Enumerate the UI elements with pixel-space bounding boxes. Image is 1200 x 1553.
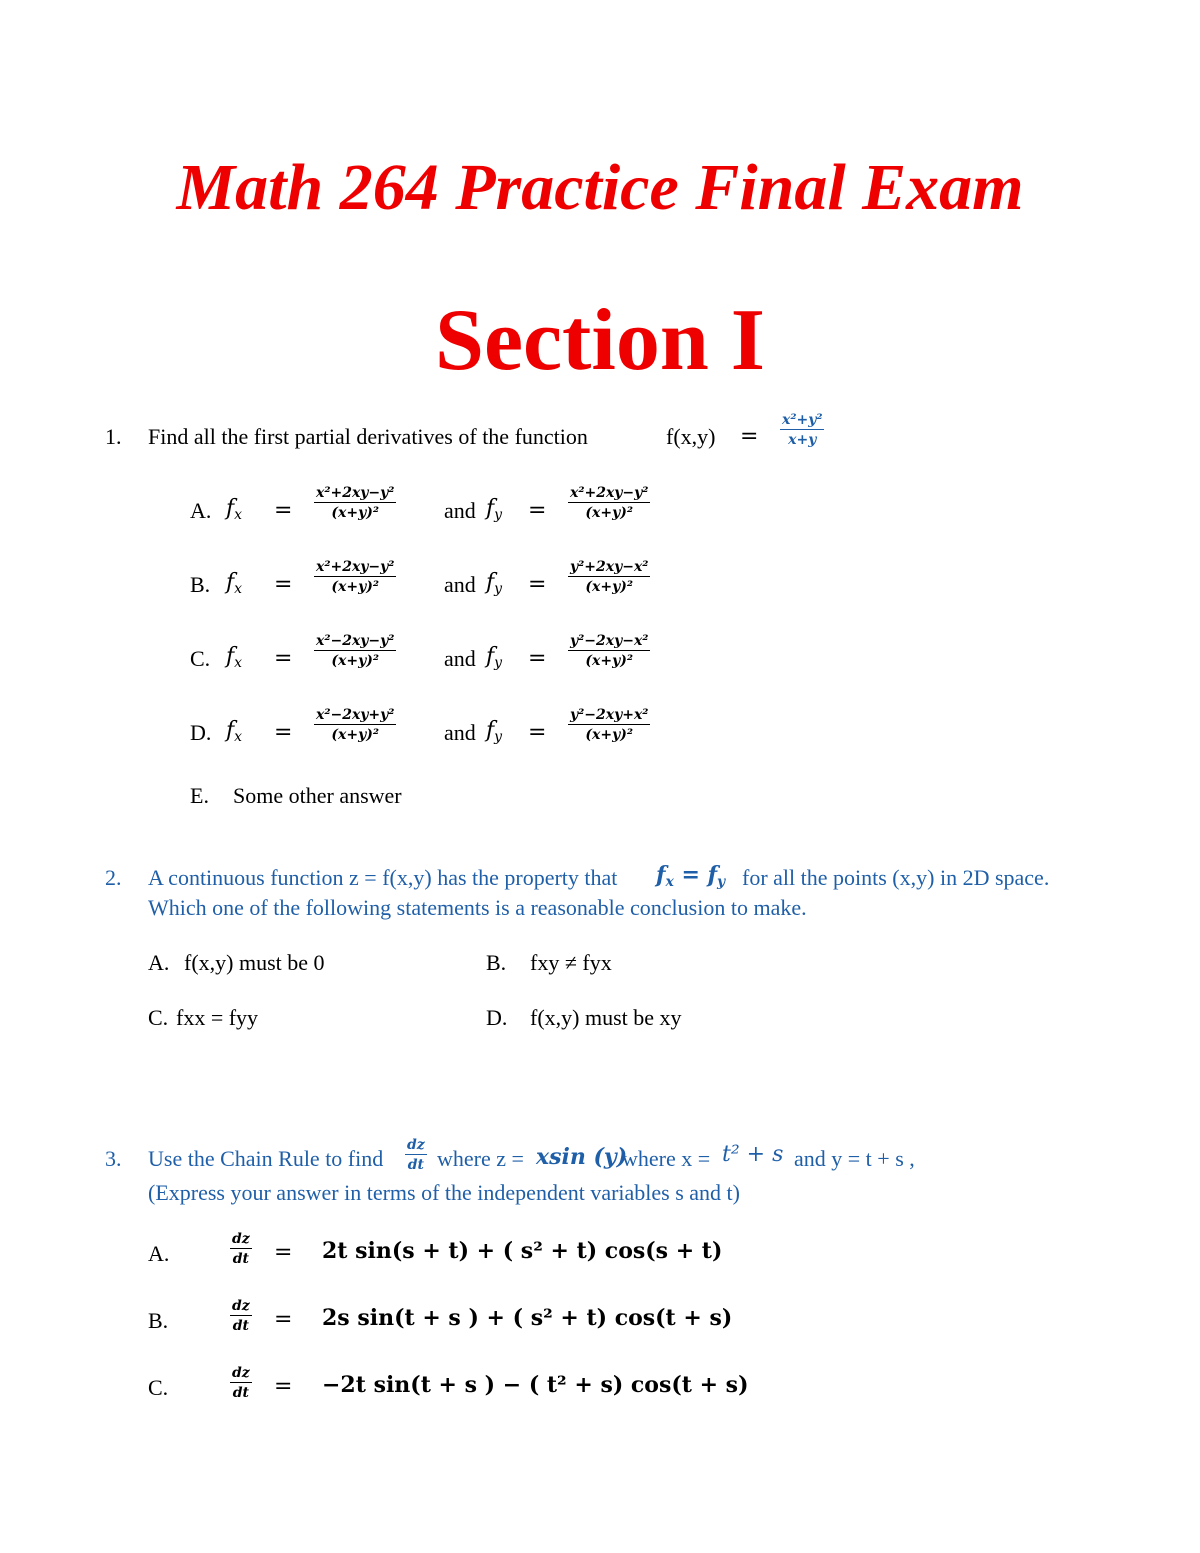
- q1-equals: =: [740, 424, 759, 449]
- option-label: A.: [148, 950, 170, 975]
- q3-line1-a: Use the Chain Rule to find: [148, 1146, 384, 1171]
- fy-symbol: $f_y$: [486, 644, 503, 671]
- fy-numerator: y²+2xy−x²: [570, 559, 649, 575]
- q2-line1-a: A continuous function z = f(x,y) has the property that: [148, 865, 618, 890]
- dz-numerator: dz: [407, 1137, 425, 1153]
- equals-sign: =: [274, 572, 293, 597]
- option-label: B.: [190, 572, 211, 597]
- equals-sign: =: [274, 1374, 293, 1399]
- q3-line1-b: where z =: [437, 1146, 524, 1171]
- and-text: and: [444, 646, 476, 671]
- fx-denominator: (x+y)²: [331, 505, 380, 521]
- dt-denominator: dt: [232, 1385, 249, 1401]
- and-text: and: [444, 498, 476, 523]
- fx-numerator: x²+2xy−y²: [316, 485, 395, 501]
- q3-number: 3.: [105, 1146, 122, 1171]
- option-label: C.: [148, 1375, 169, 1400]
- fx-fraction: [314, 485, 396, 521]
- fy-symbol: $f_y$: [486, 570, 503, 597]
- option-label: E.: [190, 783, 209, 808]
- option-label: B.: [486, 950, 507, 975]
- section-title: Section I: [435, 292, 765, 389]
- and-text: and: [444, 720, 476, 745]
- fx-numerator: x²+2xy−y²: [316, 559, 395, 575]
- equals-sign: =: [274, 498, 293, 523]
- option-text: fxy ≠ fyx: [530, 950, 612, 975]
- fy-numerator: x²+2xy−y²: [570, 485, 649, 501]
- dz-numerator: dz: [232, 1365, 250, 1381]
- option-expression: 2t sin(s + t) + ( s² + t) cos(s + t): [322, 1238, 723, 1264]
- equals-sign: =: [274, 1307, 293, 1332]
- option-text: f(x,y) must be xy: [530, 1005, 682, 1030]
- dz-dt-fraction: [230, 1298, 252, 1334]
- fx-fraction: [314, 633, 396, 669]
- fy-symbol: $f_y$: [486, 496, 503, 523]
- q2-condition: $f_x = f_y$: [656, 862, 726, 890]
- q2-number: 2.: [105, 865, 122, 890]
- fx-symbol: $f_x$: [226, 496, 243, 523]
- dt-denominator: dt: [232, 1318, 249, 1334]
- fx-numerator: x²−2xy+y²: [316, 707, 395, 723]
- q1-function-numerator: x²+y²: [782, 412, 823, 428]
- equals-sign: =: [274, 1240, 293, 1265]
- q3-x-expr: t² + s: [722, 1142, 784, 1167]
- dt-denominator: dt: [407, 1157, 424, 1173]
- dz-numerator: dz: [232, 1298, 250, 1314]
- q3-line1-c: where x =: [622, 1146, 711, 1171]
- q2-line1-b: for all the points (x,y) in 2D space.: [742, 865, 1050, 890]
- equals-sign: =: [528, 720, 547, 745]
- fy-denominator: (x+y)²: [585, 653, 634, 669]
- fx-numerator: x²−2xy−y²: [316, 633, 395, 649]
- fx-fraction: [314, 707, 396, 743]
- fy-numerator: y²−2xy−x²: [570, 633, 649, 649]
- option-text: f(x,y) must be 0: [184, 950, 325, 975]
- fy-fraction: [568, 559, 650, 595]
- fx-symbol: $f_x$: [226, 570, 243, 597]
- option-label: A.: [190, 498, 212, 523]
- fx-symbol: $f_x$: [226, 718, 243, 745]
- dz-numerator: dz: [232, 1231, 250, 1247]
- dt-denominator: dt: [232, 1251, 249, 1267]
- fx-fraction: [314, 559, 396, 595]
- option-label: C.: [190, 646, 211, 671]
- fy-numerator: y²−2xy+x²: [570, 707, 649, 723]
- fx-denominator: (x+y)²: [331, 579, 380, 595]
- fy-fraction: [568, 633, 650, 669]
- fx-denominator: (x+y)²: [331, 727, 380, 743]
- option-expression: 2s sin(t + s ) + ( s² + t) cos(t + s): [322, 1305, 733, 1331]
- q1-function-fraction: [780, 412, 824, 448]
- dz-dt-fraction: [230, 1231, 252, 1267]
- q1-number: 1.: [105, 424, 122, 449]
- option-text: Some other answer: [233, 783, 402, 808]
- option-label: A.: [148, 1241, 170, 1266]
- equals-sign: =: [274, 646, 293, 671]
- equals-sign: =: [274, 720, 293, 745]
- dz-dt-fraction: [230, 1365, 252, 1401]
- q1-function-lhs: f(x,y): [666, 424, 716, 449]
- equals-sign: =: [528, 572, 547, 597]
- equals-sign: =: [528, 646, 547, 671]
- q1-function-denominator: x+y: [788, 432, 817, 448]
- fy-denominator: (x+y)²: [585, 727, 634, 743]
- fy-denominator: (x+y)²: [585, 505, 634, 521]
- fy-symbol: $f_y$: [486, 718, 503, 745]
- option-label: C.: [148, 1005, 169, 1030]
- equals-sign: =: [528, 498, 547, 523]
- q1-prompt: Find all the first partial derivatives of the function: [148, 424, 588, 449]
- option-label: D.: [486, 1005, 508, 1030]
- exam-title: Math 264 Practice Final Exam: [176, 151, 1024, 224]
- q3-z-expr: xsin (y): [536, 1144, 628, 1170]
- option-text: fxx = fyy: [176, 1005, 259, 1030]
- fy-fraction: [568, 707, 650, 743]
- fy-fraction: [568, 485, 650, 521]
- option-label: B.: [148, 1308, 169, 1333]
- option-label: D.: [190, 720, 212, 745]
- q3-dz-dt: [405, 1137, 427, 1173]
- option-expression: −2t sin(t + s ) − ( t² + s) cos(t + s): [322, 1372, 749, 1398]
- and-text: and: [444, 572, 476, 597]
- q3-line2: (Express your answer in terms of the independent variables s and t): [148, 1180, 740, 1205]
- fx-symbol: $f_x$: [226, 644, 243, 671]
- q2-line2: Which one of the following statements is a reasonable conclusion to make.: [148, 895, 807, 920]
- fy-denominator: (x+y)²: [585, 579, 634, 595]
- q3-line1-d: and y = t + s ,: [794, 1146, 915, 1171]
- fx-denominator: (x+y)²: [331, 653, 380, 669]
